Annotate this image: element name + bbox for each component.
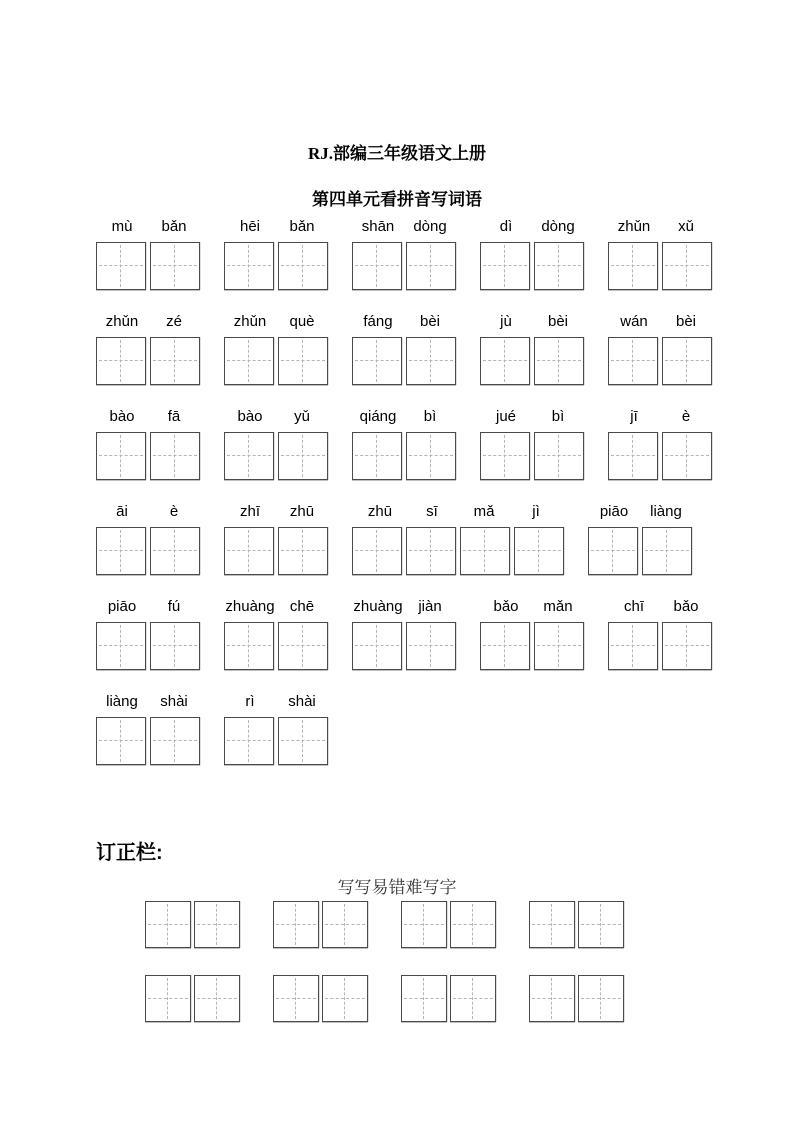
writing-box xyxy=(150,242,200,290)
pinyin-syllable: zhǔn xyxy=(233,313,267,330)
word-row xyxy=(96,693,712,765)
writing-box xyxy=(352,622,402,670)
pinyin-syllable: bào xyxy=(237,408,263,425)
writing-box xyxy=(224,622,274,670)
pinyin-syllable: jiàn xyxy=(418,598,442,615)
writing-boxes xyxy=(588,527,692,575)
pinyin-syllable: bǎo xyxy=(673,598,699,615)
pinyin-syllable: mǎ xyxy=(473,503,495,520)
word-group xyxy=(96,503,200,575)
writing-box xyxy=(278,432,328,480)
writing-box xyxy=(194,901,240,948)
writing-boxes xyxy=(96,717,200,765)
pinyin-label xyxy=(608,598,712,615)
word-group xyxy=(608,408,712,480)
word-row xyxy=(96,218,712,290)
writing-box xyxy=(480,242,530,290)
writing-box xyxy=(534,622,584,670)
writing-box xyxy=(529,975,575,1022)
pinyin-syllable: shān xyxy=(361,218,395,235)
writing-box xyxy=(578,901,624,948)
writing-box xyxy=(608,337,658,385)
writing-box xyxy=(352,527,402,575)
pinyin-syllable: jì xyxy=(532,503,540,520)
writing-boxes xyxy=(608,337,712,385)
pinyin-syllable: dòng xyxy=(541,218,575,235)
pinyin-syllable: bì xyxy=(423,408,437,425)
pinyin-syllable: hēi xyxy=(239,218,261,235)
pinyin-syllable: piāo xyxy=(107,598,137,615)
pinyin-label xyxy=(352,408,456,425)
writing-boxes xyxy=(96,337,200,385)
pinyin-syllable: dì xyxy=(499,218,513,235)
pinyin-syllable: mǎn xyxy=(543,598,573,615)
word-rows xyxy=(96,218,712,788)
pinyin-syllable: bǎn xyxy=(161,218,187,235)
pinyin-syllable: liàng xyxy=(650,503,682,520)
pinyin-syllable: sī xyxy=(426,503,438,520)
word-group xyxy=(352,313,456,385)
writing-box xyxy=(450,901,496,948)
word-group xyxy=(224,693,328,765)
writing-box xyxy=(662,337,712,385)
pinyin-syllable: bèi xyxy=(675,313,697,330)
correction-pair xyxy=(529,901,624,948)
writing-boxes xyxy=(96,622,200,670)
correction-pair xyxy=(273,901,368,948)
writing-boxes xyxy=(608,432,712,480)
pinyin-syllable: bèi xyxy=(547,313,569,330)
writing-box xyxy=(96,242,146,290)
pinyin-syllable: rì xyxy=(245,693,255,710)
writing-box xyxy=(480,432,530,480)
correction-pair xyxy=(529,975,624,1022)
writing-box xyxy=(96,717,146,765)
pinyin-syllable: zhǔn xyxy=(105,313,139,330)
pinyin-syllable: fáng xyxy=(363,313,393,330)
writing-box xyxy=(322,901,368,948)
pinyin-label xyxy=(352,313,456,330)
writing-box xyxy=(534,242,584,290)
pinyin-syllable: fú xyxy=(167,598,181,615)
word-group xyxy=(352,218,456,290)
pinyin-label xyxy=(480,408,584,425)
word-group xyxy=(352,408,456,480)
pinyin-label xyxy=(352,598,456,615)
word-group xyxy=(352,598,456,670)
word-group xyxy=(224,598,328,670)
pinyin-label xyxy=(608,313,712,330)
writing-boxes xyxy=(608,242,712,290)
writing-box xyxy=(608,622,658,670)
correction-pair xyxy=(145,975,240,1022)
correction-label: 订正栏: xyxy=(96,842,163,864)
writing-box xyxy=(642,527,692,575)
pinyin-label xyxy=(96,598,200,615)
pinyin-syllable: zhū xyxy=(289,503,315,520)
pinyin-syllable: chē xyxy=(289,598,315,615)
pinyin-syllable: fā xyxy=(167,408,181,425)
pinyin-label xyxy=(480,218,584,235)
writing-box xyxy=(150,432,200,480)
word-group xyxy=(480,408,584,480)
writing-box xyxy=(578,975,624,1022)
pinyin-syllable: liàng xyxy=(106,693,138,710)
writing-box xyxy=(450,975,496,1022)
pinyin-label xyxy=(588,503,692,520)
pinyin-syllable: āi xyxy=(116,503,128,520)
word-group xyxy=(608,218,712,290)
writing-boxes xyxy=(608,622,712,670)
writing-boxes xyxy=(352,242,456,290)
correction-pair xyxy=(401,901,496,948)
word-group xyxy=(224,503,328,575)
pinyin-syllable: yǔ xyxy=(294,408,310,425)
pinyin-label xyxy=(608,408,712,425)
pinyin-syllable: bào xyxy=(109,408,135,425)
writing-box xyxy=(608,242,658,290)
writing-box xyxy=(145,901,191,948)
pinyin-syllable: bèi xyxy=(419,313,441,330)
correction-pair xyxy=(401,975,496,1022)
pinyin-syllable: què xyxy=(289,313,315,330)
writing-box xyxy=(278,337,328,385)
correction-subtitle: 写写易错难写字 xyxy=(337,878,457,897)
pinyin-label xyxy=(480,313,584,330)
writing-box xyxy=(150,717,200,765)
correction-pair xyxy=(145,901,240,948)
correction-grids xyxy=(145,901,624,1049)
writing-box xyxy=(406,432,456,480)
pinyin-syllable: chī xyxy=(623,598,644,615)
writing-box xyxy=(278,242,328,290)
pinyin-syllable: xǔ xyxy=(678,218,694,235)
writing-boxes xyxy=(352,337,456,385)
word-group xyxy=(96,218,200,290)
pinyin-label xyxy=(96,693,200,710)
word-group xyxy=(480,313,584,385)
pinyin-syllable: bǎn xyxy=(289,218,315,235)
writing-box xyxy=(96,337,146,385)
writing-boxes xyxy=(480,622,584,670)
writing-box xyxy=(278,622,328,670)
writing-box xyxy=(224,527,274,575)
section-title: 第四单元看拼音写词语 xyxy=(312,190,482,209)
word-group xyxy=(352,503,564,575)
pinyin-label xyxy=(224,313,328,330)
pinyin-syllable: piāo xyxy=(599,503,629,520)
writing-box xyxy=(150,622,200,670)
pinyin-syllable: è xyxy=(169,503,179,520)
writing-box xyxy=(224,242,274,290)
writing-box xyxy=(150,337,200,385)
pinyin-syllable: è xyxy=(681,408,691,425)
document-title: RJ.部编三年级语文上册 xyxy=(307,144,487,163)
writing-boxes xyxy=(224,622,328,670)
writing-box xyxy=(480,622,530,670)
pinyin-syllable: qiáng xyxy=(359,408,397,425)
writing-boxes xyxy=(480,242,584,290)
word-row xyxy=(96,313,712,385)
writing-boxes xyxy=(96,432,200,480)
word-row xyxy=(96,408,712,480)
word-group xyxy=(480,218,584,290)
writing-box xyxy=(224,717,274,765)
pinyin-label xyxy=(224,693,328,710)
pinyin-label xyxy=(224,408,328,425)
writing-boxes xyxy=(352,432,456,480)
writing-box xyxy=(352,242,402,290)
writing-box xyxy=(224,432,274,480)
pinyin-syllable: zhǔn xyxy=(617,218,651,235)
pinyin-syllable: zhuàng xyxy=(225,598,275,615)
pinyin-syllable: mù xyxy=(111,218,133,235)
pinyin-syllable: shài xyxy=(288,693,316,710)
writing-box xyxy=(529,901,575,948)
pinyin-label xyxy=(96,218,200,235)
word-group xyxy=(608,598,712,670)
writing-box xyxy=(406,242,456,290)
word-group xyxy=(224,408,328,480)
writing-box xyxy=(401,901,447,948)
word-group xyxy=(224,218,328,290)
writing-box xyxy=(278,717,328,765)
pinyin-syllable: bǎo xyxy=(493,598,519,615)
writing-box xyxy=(608,432,658,480)
writing-box xyxy=(588,527,638,575)
writing-boxes xyxy=(480,337,584,385)
writing-box xyxy=(273,901,319,948)
writing-box xyxy=(150,527,200,575)
pinyin-label xyxy=(352,218,456,235)
writing-box xyxy=(352,432,402,480)
pinyin-syllable: shài xyxy=(160,693,188,710)
writing-boxes xyxy=(480,432,584,480)
writing-box xyxy=(352,337,402,385)
writing-boxes xyxy=(224,337,328,385)
pinyin-syllable: jù xyxy=(500,313,512,330)
pinyin-label xyxy=(96,503,200,520)
pinyin-label xyxy=(96,313,200,330)
word-group xyxy=(96,693,200,765)
writing-box xyxy=(406,337,456,385)
pinyin-label xyxy=(224,598,328,615)
word-group xyxy=(608,313,712,385)
writing-box xyxy=(460,527,510,575)
writing-box xyxy=(662,242,712,290)
word-group xyxy=(96,598,200,670)
correction-pair xyxy=(273,975,368,1022)
pinyin-syllable: jī xyxy=(630,408,638,425)
word-group xyxy=(96,408,200,480)
pinyin-label xyxy=(608,218,712,235)
writing-box xyxy=(96,527,146,575)
writing-box xyxy=(96,622,146,670)
writing-box xyxy=(514,527,564,575)
pinyin-syllable: zhī xyxy=(239,503,260,520)
pinyin-syllable: zhū xyxy=(367,503,393,520)
writing-boxes xyxy=(224,717,328,765)
pinyin-syllable: jué xyxy=(495,408,517,425)
writing-box xyxy=(278,527,328,575)
writing-boxes xyxy=(224,527,328,575)
correction-row xyxy=(145,901,624,948)
writing-box xyxy=(534,337,584,385)
writing-boxes xyxy=(352,622,456,670)
word-row xyxy=(96,503,712,575)
writing-box xyxy=(662,432,712,480)
pinyin-syllable: wán xyxy=(620,313,648,330)
writing-boxes xyxy=(96,242,200,290)
writing-box xyxy=(406,622,456,670)
writing-box xyxy=(534,432,584,480)
pinyin-label xyxy=(480,598,584,615)
writing-box xyxy=(401,975,447,1022)
writing-boxes xyxy=(224,432,328,480)
correction-row xyxy=(145,975,624,1022)
pinyin-syllable: dòng xyxy=(413,218,447,235)
pinyin-label xyxy=(224,503,328,520)
word-group xyxy=(224,313,328,385)
pinyin-syllable: zé xyxy=(166,313,182,330)
writing-box xyxy=(145,975,191,1022)
pinyin-syllable: zhuàng xyxy=(353,598,403,615)
writing-box xyxy=(662,622,712,670)
writing-boxes xyxy=(96,527,200,575)
pinyin-label xyxy=(354,503,562,520)
writing-boxes xyxy=(352,527,564,575)
writing-box xyxy=(322,975,368,1022)
pinyin-label xyxy=(224,218,328,235)
writing-box xyxy=(96,432,146,480)
pinyin-label xyxy=(96,408,200,425)
writing-box xyxy=(224,337,274,385)
writing-boxes xyxy=(224,242,328,290)
writing-box xyxy=(406,527,456,575)
writing-box xyxy=(273,975,319,1022)
word-row xyxy=(96,598,712,670)
word-group xyxy=(96,313,200,385)
word-group xyxy=(588,503,692,575)
word-group xyxy=(480,598,584,670)
pinyin-syllable: bì xyxy=(551,408,565,425)
writing-box xyxy=(480,337,530,385)
writing-box xyxy=(194,975,240,1022)
